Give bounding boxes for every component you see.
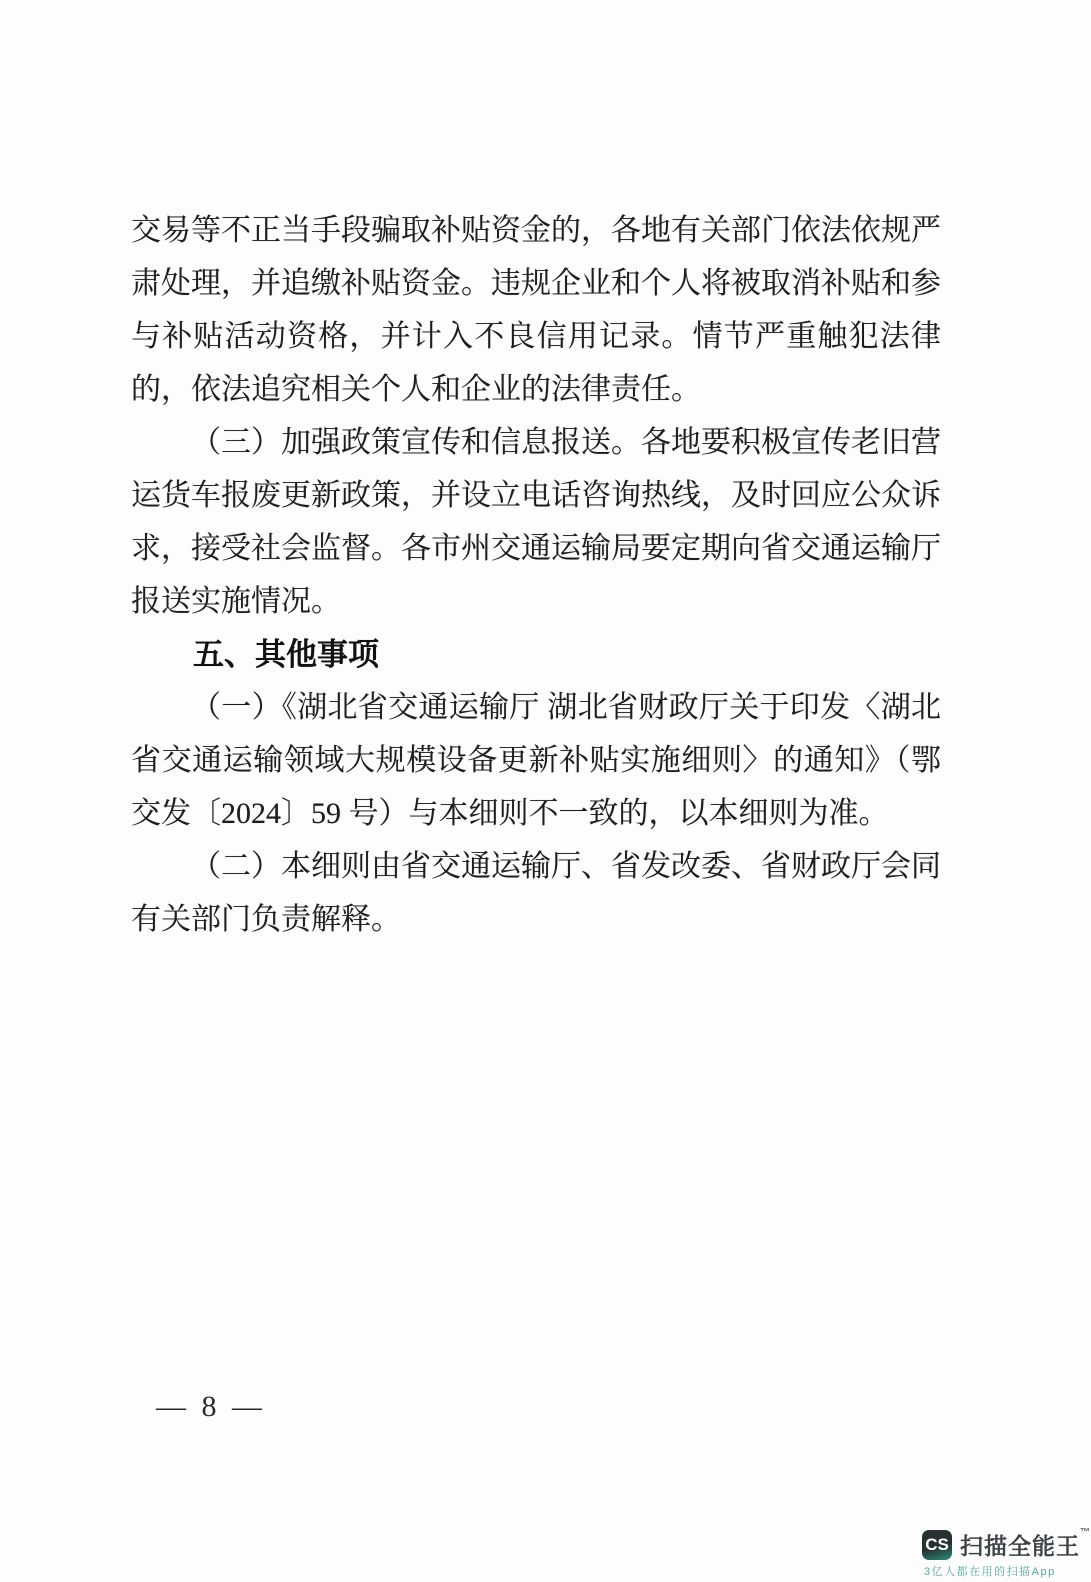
paragraph-item-three: （三）加强政策宣传和信息报送。各地要积极宣传老旧营运货车报废更新政策，并设立电话咨询热线，及时回应公众诉求，接受社会监督。各市州交通运输局要定期向省交通运输厅报送实施情况。: [131, 426, 941, 618]
watermark-brand-text: 扫描全能王: [960, 1533, 1080, 1559]
document-body: [131, 204, 941, 946]
watermark-brand-name: [960, 1528, 1091, 1561]
camscanner-logo-icon: CS: [922, 1530, 952, 1560]
paragraph-item-two: （二）本细则由省交通运输厅、省发改委、省财政厅会同有关部门负责解释。: [131, 850, 941, 936]
page-number: — 8 —: [156, 1390, 266, 1423]
camscanner-watermark: [922, 1527, 1091, 1579]
section-heading-other-matters: 五、其他事项: [193, 637, 379, 672]
paragraph-continuation: 交易等不正当手段骗取补贴资金的，各地有关部门依法依规严肃处理，并追缴补贴资金。违规企业和个人将被取消补贴和参与补贴活动资格，并计入不良信用记录。情节严重触犯法律的，依法追究相关个人和企业的法律责任。: [131, 214, 941, 406]
watermark-brand-row: [922, 1527, 1091, 1561]
watermark-tagline: 3亿人都在用的扫描App: [924, 1566, 1056, 1578]
paragraph-item-one: （一）《湖北省交通运输厅 湖北省财政厅关于印发〈湖北省交通运输领域大规模设备更新补贴实施细则〉的通知》（鄂交发〔2024〕59 号）与本细则不一致的，以本细则为准。: [131, 691, 941, 830]
trademark-symbol: ™: [1080, 1527, 1091, 1538]
